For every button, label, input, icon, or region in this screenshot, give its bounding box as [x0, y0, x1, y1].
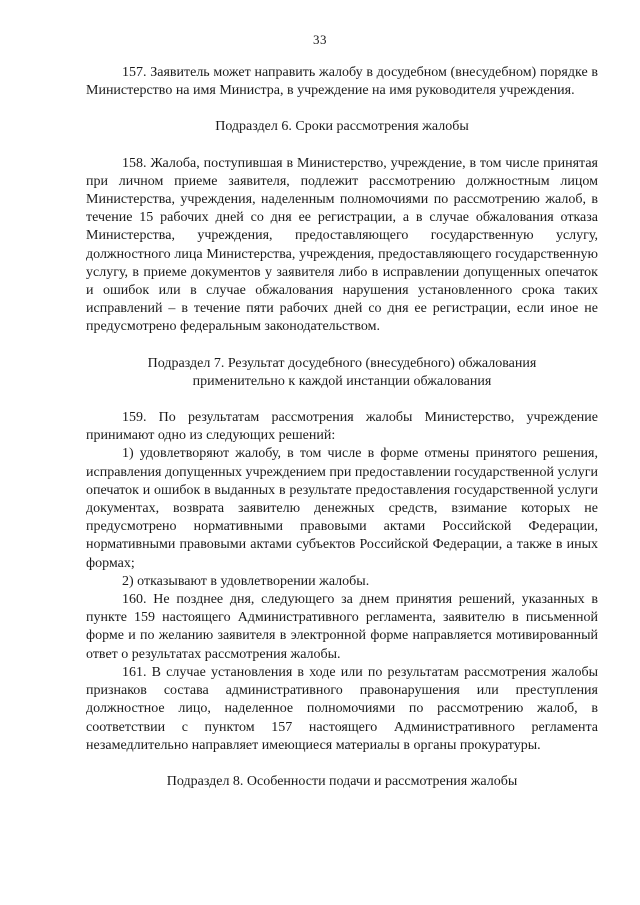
paragraph-159-item-2: 2) отказывают в удовлетворении жалобы.: [122, 573, 370, 589]
subsection-7-heading: [86, 355, 598, 391]
paragraph-159-item-1: 1) удовлетворяют жалобу, в том числе в форме отмены принятого решения, исправления допущенных учреждением при предоставлении государственной услуги опечаток и ошибок в выданных в результате предоставления государственной услуги документах, возврата заявителю денежных средств, взимание которых не предусмотрено нормативными правовыми актами Российской Федерации, нормативными правовыми актами субъектов Российской Федерации, а также в иных формах;: [86, 446, 598, 571]
paragraph-157: 157. Заявитель может направить жалобу в досудебном (внесудебном) порядке в Министерство на имя Министра, в учреждение на имя руководителя учреждения.: [86, 65, 598, 99]
subsection-7-heading-line-1: Подраздел 7. Результат досудебного (внесудебного) обжалования: [147, 355, 537, 371]
page-number: 33: [313, 32, 327, 47]
subsection-8-heading: Подраздел 8. Особенности подачи и рассмотрения жалобы: [166, 773, 518, 789]
document-body: [86, 64, 598, 791]
subsection-7-heading-line-2: применительно к каждой инстанции обжалования: [192, 373, 492, 389]
subsection-6-heading: Подраздел 6. Сроки рассмотрения жалобы: [215, 119, 469, 135]
paragraph-160: 160. Не позднее дня, следующего за днем принятия решений, указанных в пункте 159 настоящего Административного регламента, заявителю в письменной форме и по желанию заявителя в электронной форме направляется мотивированный ответ о результатах рассмотрения жалобы.: [86, 592, 598, 662]
paragraph-158: 158. Жалоба, поступившая в Министерство, учреждение, в том числе принятая при личном приеме заявителя, подлежит рассмотрению должностным лицом Министерства, учреждения, наделенным полномочиями по рассмотрению жалоб, в течение 15 рабочих дней со дня ее регистрации, а в случае обжалования отказа Министерства, учреждения, предоставляющего государственную услугу, должностного лица Министерства, учреждения, предоставляющего государственную услугу, в приеме документов у заявителя либо в исправлении допущенных опечаток и ошибок или в случае обжалования нарушения установленного срока таких исправлений – в течение пяти рабочих дней со дня ее регистрации, если иное не предусмотрено федеральным законодательством.: [86, 155, 598, 335]
paragraph-159: 159. По результатам рассмотрения жалобы Министерство, учреждение принимают одно из следующих решений:: [86, 410, 598, 444]
paragraph-161: 161. В случае установления в ходе или по результатам рассмотрения жалобы признаков состава административного правонарушения или преступления должностное лицо, наделенное полномочиями по рассмотрению жалоб, в соответствии с пунктом 157 настоящего Административного регламента незамедлительно направляет имеющиеся материалы в органы прокуратуры.: [86, 664, 598, 753]
